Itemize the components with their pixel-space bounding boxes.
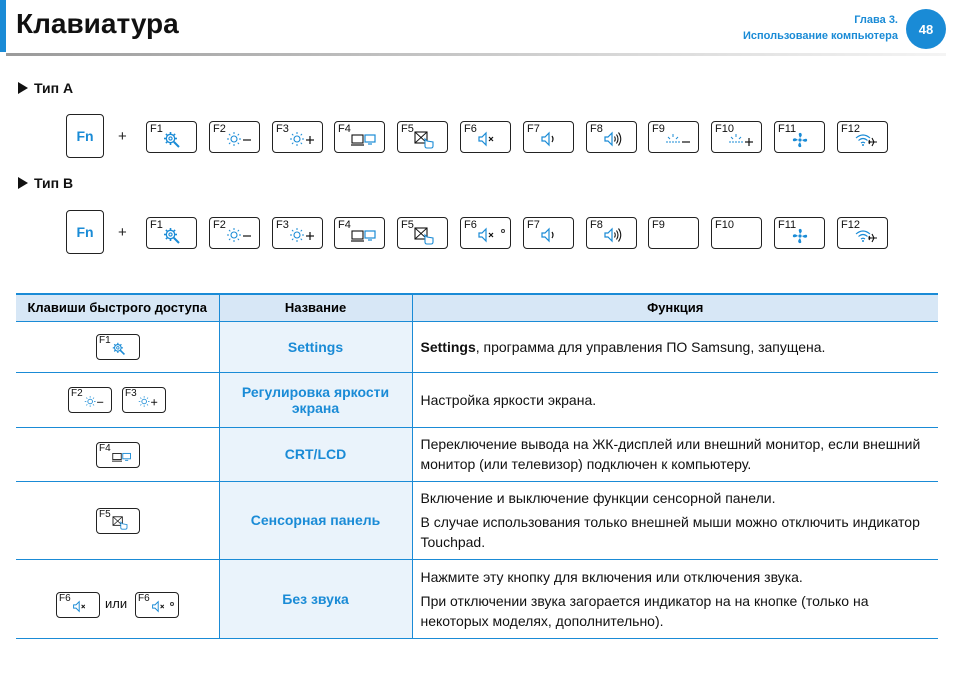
header-accent-bar [0,0,6,52]
key-f10 [711,217,762,249]
plus-sign: + [118,128,127,145]
key-label: F8 [590,123,603,135]
hotkey-table [16,293,938,639]
key-f2-small [68,387,112,413]
key-f9 [648,217,699,249]
key-f7 [523,217,574,249]
mute-icon [72,600,88,613]
function-paragraph: В случае использования только внешней мыши можно отключить индикатор Touchpad. [420,514,920,550]
table-row [16,481,938,559]
key-label: F3 [125,387,137,399]
brightness-down-icon [226,227,252,243]
key-f1 [146,217,197,249]
volume-down-icon [540,227,560,243]
key-label: F10 [715,123,734,135]
crt-lcd-icon [112,450,132,463]
gear-icon [163,227,181,245]
brightness-up-icon [289,131,315,147]
key-f6 [460,121,511,153]
row-keys-cell [16,481,219,559]
key-label: F2 [213,123,226,135]
row-name-cell: CRT/LCD [219,427,412,481]
key-label: F10 [715,219,734,231]
key-label: F2 [213,219,226,231]
type-a-heading [18,80,73,96]
mute-icon [477,227,497,243]
key-f2 [209,217,260,249]
key-label: F11 [778,123,797,135]
key-f5-small [96,508,140,534]
header-divider [6,53,946,56]
key-f12 [837,217,888,249]
key-label: F6 [59,592,71,604]
row-keys-cell [16,372,219,427]
wireless-airplane-icon [854,227,878,243]
key-f1 [146,121,197,153]
key-f6 [460,217,511,249]
type-a-label: Тип A [34,80,74,96]
table-row [16,372,938,427]
key-f11 [774,121,825,153]
key-label: F12 [841,123,860,135]
key-label: F5 [401,219,414,231]
row-function-cell [412,559,938,638]
function-paragraph: При отключении звука загорается индикатор на на кнопке (только на некоторых моделях, дополнительно). [420,592,869,629]
touchpad-icon [112,516,128,530]
key-f7 [523,121,574,153]
indicator-light-icon [501,229,505,233]
table-header-row [16,294,938,321]
key-f2 [209,121,260,153]
function-text: , программа для управления ПО Samsung, запущена. [475,338,826,355]
header-hotkeys: Клавиши быстрого доступа [16,294,219,321]
key-label: F1 [150,123,163,135]
volume-up-icon [603,131,623,147]
brightness-up-icon [289,227,315,243]
key-label: F9 [652,219,665,231]
key-f5 [397,121,448,153]
crt-lcd-icon [351,227,377,243]
crt-lcd-icon [351,131,377,147]
keyboard-backlight-down-icon [665,131,691,147]
table-row [16,559,938,638]
chapter-label [743,12,898,44]
key-label: F3 [276,123,289,135]
gear-icon [112,342,126,356]
mute-icon [151,600,167,613]
row-name-cell: Регулировка яркости экрана [219,372,412,427]
row-function-cell: Переключение вывода на ЖК-дисплей или внешний монитор, если внешний монитор (или телевизор) подключен к компьютеру. [412,427,938,481]
table-row [16,427,938,481]
key-f4 [334,217,385,249]
header-name: Название [219,294,412,321]
row-function-cell: Настройка яркости экрана. [412,372,938,427]
triangle-bullet-icon [18,177,28,189]
fan-icon [791,131,809,149]
key-label: F2 [71,387,83,399]
key-label: F4 [338,123,351,135]
mute-icon [477,131,497,147]
chapter-title: Использование компьютера [742,30,898,42]
key-label: F6 [464,219,477,231]
brightness-down-icon [84,395,104,408]
fn-key-type-a: Fn [66,114,104,158]
key-f3-small [122,387,166,413]
row-keys-cell [16,559,219,638]
key-label: F11 [778,219,797,231]
key-label: F8 [590,219,603,231]
plus-sign: + [118,224,127,241]
type-b-heading [18,175,73,191]
key-f8 [586,121,637,153]
key-label: F6 [138,592,150,604]
fn-key-type-b: Fn [66,210,104,254]
touchpad-icon [414,131,434,149]
key-f1-small [96,334,140,360]
key-label: F5 [99,508,111,520]
function-paragraph: Включение и выключение функции сенсорной панели. [420,490,776,506]
key-label: F9 [652,123,665,135]
row-function-cell [412,321,938,372]
row-keys-cell [16,321,219,372]
gear-icon [163,131,181,149]
triangle-bullet-icon [18,82,28,94]
volume-down-icon [540,131,560,147]
key-f4 [334,121,385,153]
key-f5 [397,217,448,249]
row-name-cell: Сенсорная панель [219,481,412,559]
page-number-badge: 48 [906,9,946,49]
row-name-cell: Без звука [219,559,412,638]
indicator-light-icon [170,602,174,606]
key-f8 [586,217,637,249]
key-label: F7 [527,219,540,231]
table-row [16,321,938,372]
key-label: F4 [99,442,111,454]
key-label: F3 [276,219,289,231]
row-name-cell: Settings [219,321,412,372]
or-label: или [105,595,128,611]
chapter-number: Глава 3. [854,14,898,26]
key-f12 [837,121,888,153]
page-title: Клавиатура [16,8,179,39]
key-label: F1 [99,334,111,346]
key-f11 [774,217,825,249]
key-f6-indicator-small [135,592,179,618]
key-label: F1 [150,219,163,231]
brightness-down-icon [226,131,252,147]
header-function: Функция [412,294,938,321]
key-f6-small [56,592,100,618]
key-label: F5 [401,123,414,135]
key-f3 [272,217,323,249]
key-f9 [648,121,699,153]
row-function-cell [412,481,938,559]
type-b-label: Тип B [34,175,74,191]
fan-icon [791,227,809,245]
keyboard-backlight-up-icon [728,131,754,147]
key-label: F12 [841,219,860,231]
key-label: F7 [527,123,540,135]
key-label: F4 [338,219,351,231]
function-paragraph: Нажмите эту кнопку для включения или отключения звука. [420,568,803,585]
key-label: F6 [464,123,477,135]
key-f4-small [96,442,140,468]
key-f3 [272,121,323,153]
wireless-airplane-icon [854,131,878,147]
row-keys-cell [16,427,219,481]
touchpad-icon [414,227,434,245]
brightness-up-icon [138,395,158,408]
key-f10 [711,121,762,153]
function-bold-text: Settings [420,338,476,355]
volume-up-icon [603,227,623,243]
